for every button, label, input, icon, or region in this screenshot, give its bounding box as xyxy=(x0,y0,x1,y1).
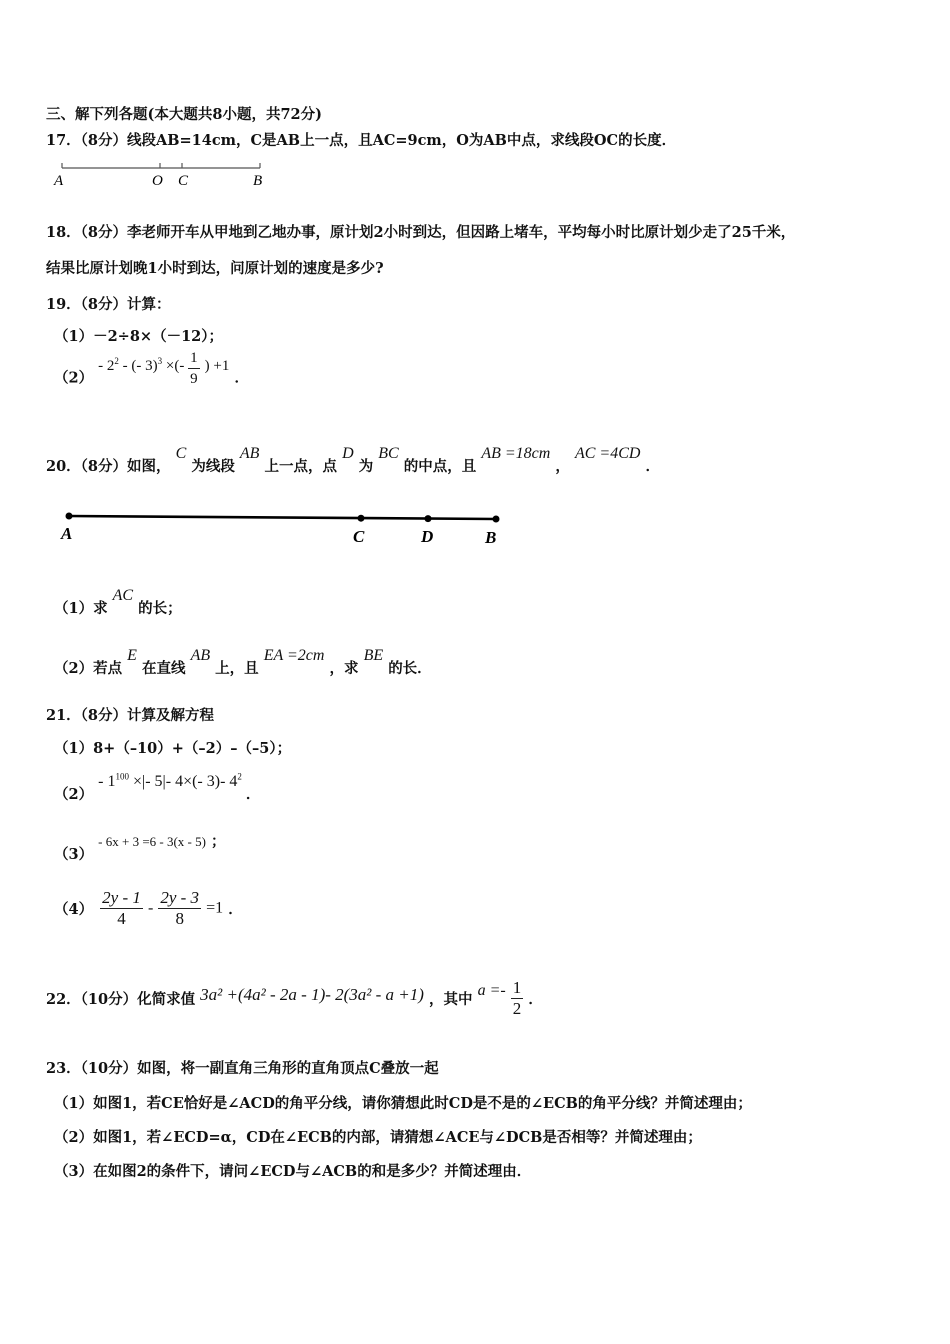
q20-point-d xyxy=(425,515,432,522)
q20-label-c: C xyxy=(353,527,365,546)
q20-point-b xyxy=(493,516,500,523)
q17-text: 17．（8分）线段AB=14cm，C是AB上一点，且AC=9cm，O为AB中点，求线段OC的长度． xyxy=(46,132,677,149)
q19-head: 19．（8分）计算： xyxy=(46,296,171,313)
section-title: 三、解下列各题(本大题共8小题，共72分) xyxy=(46,106,322,123)
q17-label-c: C xyxy=(178,173,189,189)
q20-figure xyxy=(55,505,515,550)
q22-statement: 22．（10分）化简求值 3a² +(4a² - 2a - 1)- 2(3a² - a +1) ，其中 a =- $\frac{1}{2}$ ． xyxy=(46,978,543,1018)
q19-part1: （1）－2÷8×（－12）； xyxy=(54,328,223,345)
q17-label-a: A xyxy=(54,173,64,189)
q20-point-c xyxy=(358,515,365,522)
q20-segment xyxy=(69,516,496,519)
q17-figure xyxy=(50,158,280,190)
q21-head: 21．（8分）计算及解方程 xyxy=(46,707,215,724)
q21-part4: （4） $\frac{2y - 1}{4}$ - $\frac{2y - 3}{8}$ =1 ． xyxy=(54,888,243,928)
q20-part1: （1）求 AC 的长； xyxy=(54,587,182,617)
q21-part2: $(2) - 1^{100}$ ×|- 5|- 4×(- 3)- $4^2$ ． xyxy=(54,771,261,803)
q20-label-d: D xyxy=(421,527,434,546)
q23-part2: （2）如图1，若∠ECD=α，CD在∠ECB的内部，请猜想∠ACE与∠DCB是否相等？并简述理由； xyxy=(54,1129,702,1146)
q23-part3: （3）在如图2的条件下，请问∠ECD与∠ACB的和是多少？并简述理由． xyxy=(54,1163,532,1180)
q20-point-a xyxy=(66,513,73,520)
q19-part2: $(2) - 2^2$ - (- 3)$^3$ ×(- $\frac{1}{9}$ ) +1 ． xyxy=(54,350,249,387)
q23-part1: （1）如图1，若CE恰好是∠ACD的角平分线，请你猜想此时CD是不是的∠ECB的角平分线？并简述理由； xyxy=(54,1095,752,1112)
q23-head: 23．（10分）如图，将一副直角三角形的直角顶点C叠放一起 xyxy=(46,1060,439,1077)
q17-label-o: O xyxy=(152,173,163,189)
q17-label-b: B xyxy=(253,173,263,189)
q20-label-a: A xyxy=(61,524,73,543)
q18-line2: 结果比原计划晚1小时到达，问原计划的速度是多少? xyxy=(46,260,384,277)
q21-part1: （1）8+（–10）+（–2）–（–5）； xyxy=(54,740,292,757)
q20-statement: 20．（8分）如图， C 为线段 AB 上一点，点 D 为 BC 的中点，且 AB =18cm ， AC =4CD ． xyxy=(46,445,660,475)
q20-label-b: B xyxy=(485,528,497,547)
q21-part3: （3） - 6x + 3 =6 - 3(x - 5) ； xyxy=(54,833,226,863)
q20-part2: （2）若点 E 在直线 AB 上，且 EA =2cm ，求 BE 的长． xyxy=(54,647,432,677)
q18-line1: 18．（8分）李老师开车从甲地到乙地办事，原计划2小时到达，但因路上堵车，平均每小时比原计划少走了25千米， xyxy=(46,224,796,241)
